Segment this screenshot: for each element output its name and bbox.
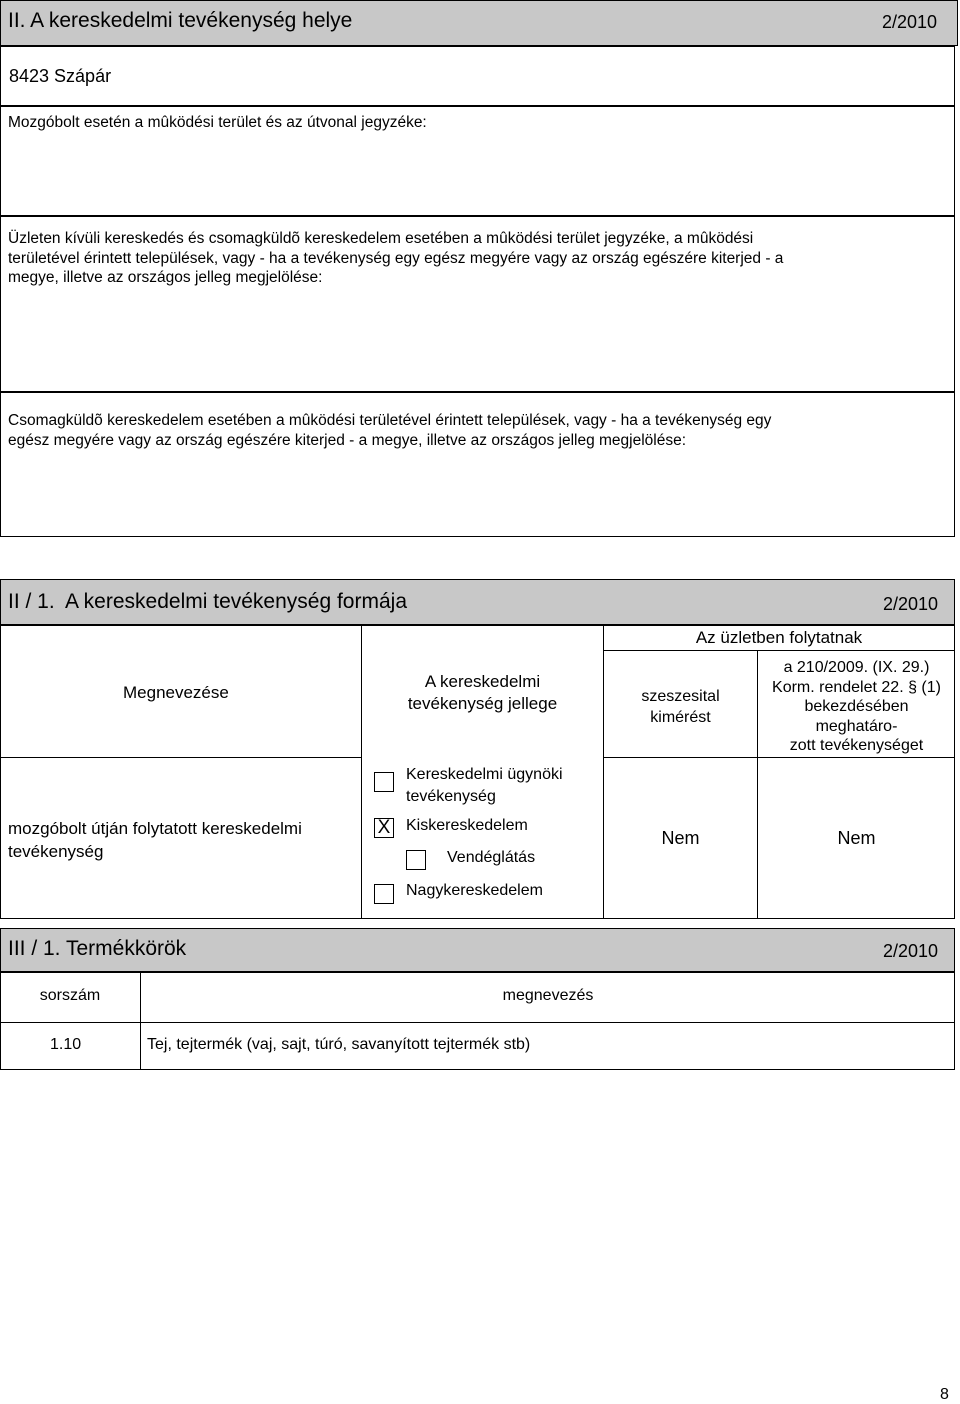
agent-activity-line: Kereskedelmi ügynöki bbox=[406, 766, 563, 783]
header-line bbox=[0, 757, 361, 758]
col-divider bbox=[603, 625, 604, 919]
section2-1-form-code: 2/2010 bbox=[883, 594, 939, 614]
col-shop-group-header: Az üzletben folytatnak bbox=[695, 628, 863, 647]
col-product-header: megnevezés bbox=[502, 987, 594, 1004]
retail-checkbox[interactable]: X bbox=[374, 818, 394, 838]
mobile-route-label: Mozgóbolt esetén a mûködési terület és az útvonal jegyzéke: bbox=[8, 114, 427, 131]
section2-title: II. A kereskedelmi tevékenység helye bbox=[8, 9, 353, 32]
row-activity-line: mozgóbolt útján folytatott kereskedelmi bbox=[8, 819, 302, 838]
row-activity-line: tevékenység bbox=[8, 842, 104, 861]
col-nature-header bbox=[362, 671, 603, 715]
mail-order-label bbox=[8, 411, 771, 450]
catering-label: Vendéglátás bbox=[447, 849, 536, 866]
product-row-no: 1.10 bbox=[50, 1036, 82, 1053]
col-decree-line: zott tevékenységet bbox=[789, 737, 924, 754]
header-line bbox=[0, 1022, 955, 1023]
location-box bbox=[0, 46, 955, 106]
section3-1-form-code: 2/2010 bbox=[883, 941, 939, 961]
outside-trade-line: Üzleten kívüli kereskedés és csomagküldõ kereskedelem esetében a mûködési terület jegyzéke, a mûködési bbox=[8, 230, 754, 247]
col-decree-line: bekezdésében bbox=[804, 698, 909, 715]
col-divider bbox=[361, 625, 362, 919]
col-decree-line: a 210/2009. (IX. 29.) bbox=[783, 659, 930, 676]
col-decree-line: Korm. rendelet 22. § (1) bbox=[772, 678, 941, 696]
outside-trade-line: megye, illetve az országos jelleg megjelölése: bbox=[8, 269, 323, 286]
header-line bbox=[603, 757, 955, 758]
group-header-line bbox=[603, 650, 955, 651]
page-number: 8 bbox=[940, 1386, 949, 1403]
decree-value: Nem bbox=[837, 828, 876, 848]
col-nature-line: tevékenység jellege bbox=[407, 694, 558, 713]
retail-label: Kiskereskedelem bbox=[406, 817, 528, 834]
wholesale-label: Nagykereskedelem bbox=[406, 882, 543, 899]
outside-trade-label bbox=[8, 229, 783, 288]
mail-order-line: Csomagküldõ kereskedelem esetében a mûködési területével érintett települések, vagy - ha a tevékenység egy bbox=[8, 412, 772, 429]
section2-form-code: 2/2010 bbox=[882, 12, 938, 32]
agent-activity-checkbox[interactable] bbox=[374, 772, 394, 792]
agent-activity-label bbox=[406, 764, 563, 808]
col-alcohol-header bbox=[604, 686, 757, 728]
col-name-header: Megnevezése bbox=[123, 683, 229, 702]
alcohol-value: Nem bbox=[661, 828, 700, 848]
product-row-name: Tej, tejtermék (vaj, sajt, túró, savanyított tejtermék stb) bbox=[147, 1036, 531, 1053]
col-decree-line: meghatáro- bbox=[815, 717, 898, 735]
catering-checkbox[interactable] bbox=[406, 850, 426, 870]
agent-activity-line: tevékenység bbox=[406, 788, 496, 805]
col-no-header: sorszám bbox=[39, 987, 101, 1004]
mail-order-line: egész megyére vagy az ország egészére kiterjed - a megye, illetve az országos jelleg megjelölése: bbox=[8, 431, 687, 449]
location-value: 8423 Szápár bbox=[9, 66, 112, 86]
section2-1-title: A kereskedelmi tevékenység formája bbox=[65, 590, 407, 613]
col-nature-line: A kereskedelmi bbox=[424, 672, 541, 691]
col-alcohol-line: kimérést bbox=[650, 709, 711, 726]
wholesale-checkbox[interactable] bbox=[374, 884, 394, 904]
row-activity-name bbox=[8, 817, 302, 863]
col-alcohol-line: szeszesital bbox=[641, 688, 720, 705]
section2-1-prefix: II / 1. bbox=[8, 590, 55, 613]
section3-1-title: III / 1. Termékkörök bbox=[8, 937, 187, 960]
col-decree-header bbox=[758, 658, 955, 756]
outside-trade-line: területével érintett települések, vagy - ha a tevékenység egy egész megyére vagy az ország egészére kiterjed - a bbox=[8, 249, 784, 267]
